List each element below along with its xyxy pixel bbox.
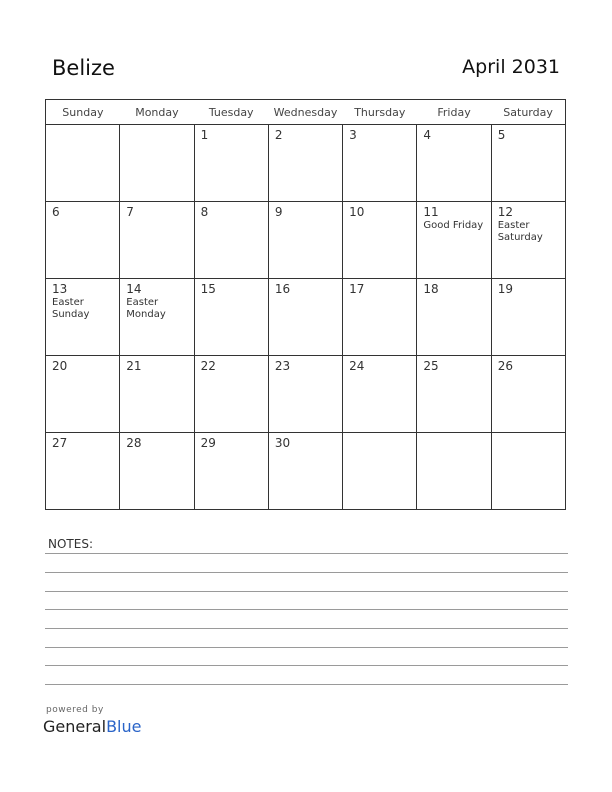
day-number: 14 xyxy=(126,282,142,296)
day-number: 24 xyxy=(349,359,365,373)
day-number: 19 xyxy=(497,282,513,296)
day-cell xyxy=(120,125,194,202)
day-cell xyxy=(343,356,417,433)
notes-line xyxy=(45,609,568,610)
day-cell xyxy=(120,202,194,279)
day-number: 13 xyxy=(52,282,68,296)
country-title: Belize xyxy=(52,56,115,80)
day-cell xyxy=(46,433,120,510)
day-cell xyxy=(417,279,491,356)
weekday-wednesday: Wednesday xyxy=(268,100,342,125)
day-number: 29 xyxy=(200,436,216,450)
day-cell xyxy=(343,125,417,202)
day-cell xyxy=(194,433,268,510)
holiday-label: Easter Saturday xyxy=(497,220,543,243)
day-cell xyxy=(120,356,194,433)
generalblue-logo[interactable] xyxy=(43,717,141,736)
day-number: 10 xyxy=(349,205,365,219)
day-number: 5 xyxy=(497,128,506,142)
week-row xyxy=(46,433,566,510)
day-number: 18 xyxy=(423,282,439,296)
day-cell xyxy=(46,279,120,356)
week-row xyxy=(46,202,566,279)
day-number: 2 xyxy=(274,128,283,142)
day-number: 8 xyxy=(200,205,209,219)
weekday-saturday: Saturday xyxy=(491,100,565,125)
day-number: 27 xyxy=(52,436,68,450)
day-cell xyxy=(268,202,342,279)
day-number: 11 xyxy=(423,205,439,219)
weekday-tuesday: Tuesday xyxy=(194,100,268,125)
day-cell xyxy=(343,202,417,279)
month-year-title: April 2031 xyxy=(462,56,560,78)
day-number: 17 xyxy=(349,282,365,296)
day-number: 22 xyxy=(200,359,216,373)
holiday-label: Good Friday xyxy=(423,220,484,231)
day-cell xyxy=(491,125,565,202)
day-cell xyxy=(491,433,565,510)
day-number: 25 xyxy=(423,359,439,373)
day-cell xyxy=(491,202,565,279)
holiday-label: Easter Monday xyxy=(126,297,166,320)
day-cell xyxy=(417,202,491,279)
notes-line xyxy=(45,572,568,573)
brand-general-text: General xyxy=(43,717,107,736)
day-cell xyxy=(268,279,342,356)
powered-by-text: powered by xyxy=(46,705,104,715)
day-number: 20 xyxy=(52,359,68,373)
notes-label: NOTES: xyxy=(48,537,93,551)
weekday-monday: Monday xyxy=(120,100,194,125)
day-cell xyxy=(343,279,417,356)
day-cell xyxy=(417,356,491,433)
day-cell xyxy=(491,279,565,356)
day-number: 9 xyxy=(274,205,283,219)
day-cell xyxy=(120,433,194,510)
day-cell xyxy=(194,202,268,279)
day-number: 4 xyxy=(423,128,432,142)
notes-line xyxy=(45,591,568,592)
notes-line xyxy=(45,628,568,629)
day-number: 16 xyxy=(274,282,291,296)
calendar-grid xyxy=(45,99,566,510)
day-number: 15 xyxy=(200,282,216,296)
weekday-thursday: Thursday xyxy=(343,100,417,125)
day-cell xyxy=(417,125,491,202)
day-number: 26 xyxy=(497,359,513,373)
day-number: 6 xyxy=(52,205,60,219)
day-number: 21 xyxy=(126,359,142,373)
week-row xyxy=(46,356,566,433)
day-number: 28 xyxy=(126,436,142,450)
day-cell xyxy=(417,433,491,510)
weekday-header-row xyxy=(46,100,566,125)
day-number: 1 xyxy=(200,128,209,142)
day-number: 7 xyxy=(126,205,134,219)
day-cell xyxy=(46,356,120,433)
weekday-friday: Friday xyxy=(417,100,491,125)
day-cell xyxy=(46,125,120,202)
week-row xyxy=(46,279,566,356)
day-cell xyxy=(343,433,417,510)
day-cell xyxy=(194,125,268,202)
day-cell xyxy=(194,356,268,433)
notes-line xyxy=(45,647,568,648)
day-number: 3 xyxy=(349,128,357,142)
notes-line xyxy=(45,553,568,554)
day-number: 30 xyxy=(274,436,291,450)
day-cell xyxy=(268,125,342,202)
day-cell xyxy=(268,356,342,433)
notes-line xyxy=(45,665,568,666)
weekday-sunday: Sunday xyxy=(46,100,120,125)
day-cell xyxy=(120,279,194,356)
day-cell xyxy=(268,433,342,510)
day-number: 23 xyxy=(274,359,291,373)
notes-line xyxy=(45,684,568,685)
holiday-label: Easter Sunday xyxy=(52,297,90,320)
day-cell xyxy=(46,202,120,279)
week-row xyxy=(46,125,566,202)
brand-blue-text: Blue xyxy=(106,717,142,736)
day-cell xyxy=(491,356,565,433)
day-cell xyxy=(194,279,268,356)
day-number: 12 xyxy=(497,205,513,219)
